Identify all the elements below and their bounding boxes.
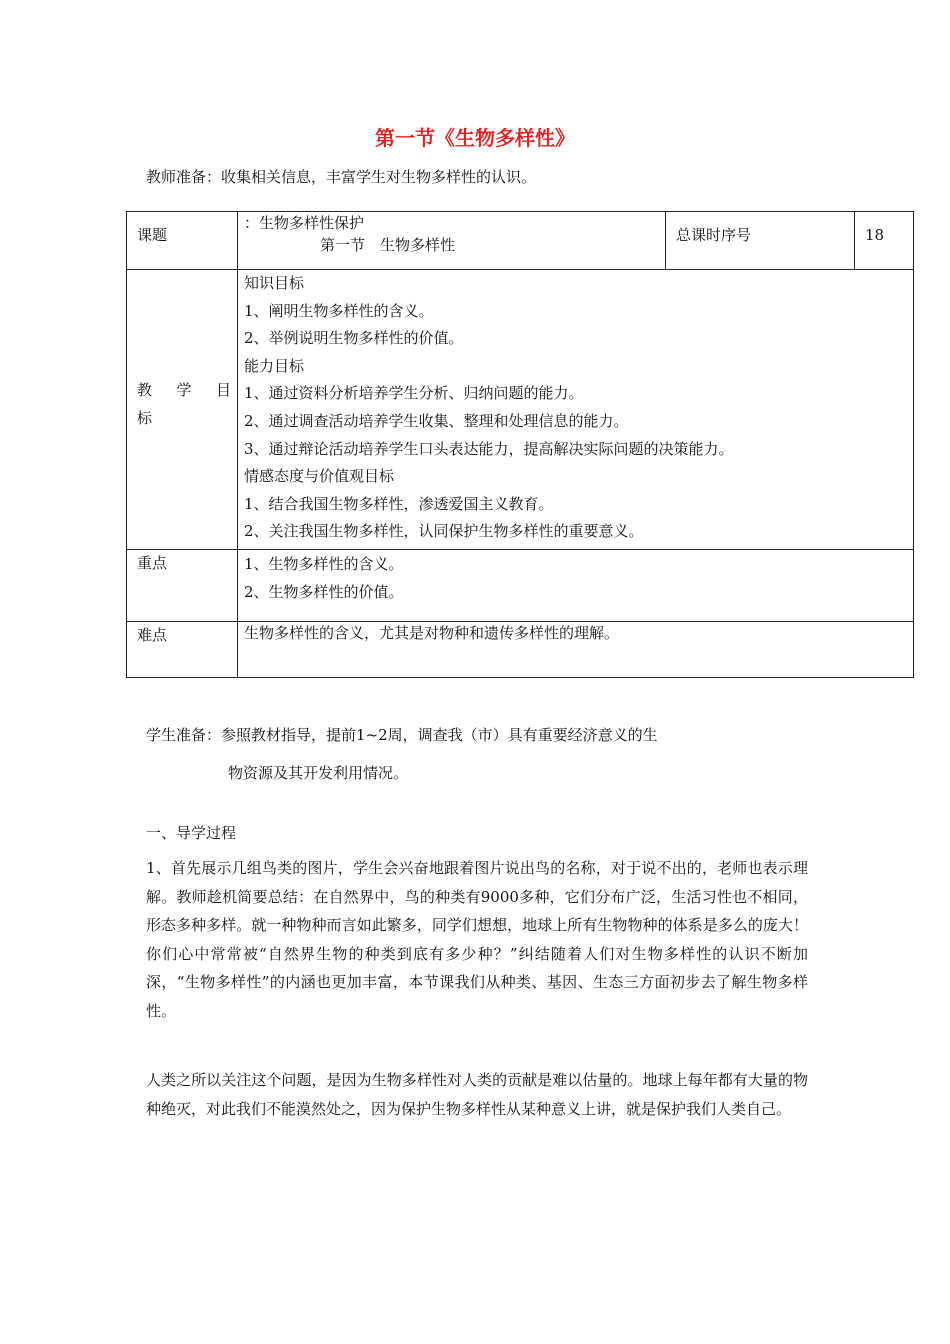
goal-line: 1、阐明生物多样性的含义。 <box>244 301 434 320</box>
goal-line: 1、结合我国生物多样性，渗透爱国主义教育。 <box>244 494 554 513</box>
key-point: 2、生物多样性的价值。 <box>244 583 404 601</box>
key-points-cell <box>238 550 914 622</box>
teacher-preparation: 教师准备：收集相关信息，丰富学生对生物多样性的认识。 <box>146 168 537 186</box>
lesson-plan-table <box>126 211 914 678</box>
goals-label-char: 目 <box>215 381 231 399</box>
goal-line: 情感态度与价值观目标 <box>244 467 395 486</box>
goals-label <box>127 270 238 550</box>
goals-label-line <box>137 376 231 404</box>
lesson-sequence-label: 总课时序号 <box>666 212 855 270</box>
goals-label-char: 教 <box>137 381 153 399</box>
goal-line: 2、关注我国生物多样性，认同保护生物多样性的重要意义。 <box>244 522 644 541</box>
table-row <box>127 622 914 678</box>
goal-line: 知识目标 <box>244 274 305 292</box>
goals-cell <box>238 270 914 550</box>
body-paragraph: 1、首先展示几组鸟类的图片，学生会兴奋地跟着图片说出鸟的名称，对于说不出的，老师也表示理解。教师趁机简要总结：在自然界中，鸟的种类有9000多种，它们分布广泛，生活习性也不相同，形态多种多样。就一种物种而言如此繁多，同学们想想，地球上所有生物物种的体系是多么的庞大！你们心中常常被“自然界生物的种类到底有多少种？”纠结随着人们对生物多样性的认识不断加深，“生物多样性”的内涵也更加丰富，本节课我们从种类、基因、生态三方面初步去了解生物多样性。 <box>146 859 808 1020</box>
student-preparation: 学生准备：参照教材指导，提前1~2周，调查我（市）具有重要经济意义的生 <box>146 726 658 744</box>
lesson-sequence-value: 18 <box>855 212 914 270</box>
goal-line: 能力目标 <box>244 356 305 375</box>
section-heading: 一、导学过程 <box>146 824 237 842</box>
page-title: 第一节《生物多样性》 <box>375 126 575 150</box>
goal-line: 3、通过辩论活动培养学生口头表达能力，提高解决实际问题的决策能力。 <box>244 439 734 458</box>
topic-line-2: 第一节 生物多样性 <box>320 236 456 254</box>
table-row <box>127 270 914 550</box>
goals-label-last: 标 <box>137 409 153 427</box>
key-point: 1、生物多样性的含义。 <box>244 555 404 573</box>
table-row <box>127 212 914 270</box>
body-paragraph: 人类之所以关注这个问题，是因为生物多样性对人类的贡献是难以估量的。地球上每年都有大量的物种绝灭，对此我们不能漠然处之，因为保护生物多样性从某种意义上讲，就是保护我们人类自己。 <box>146 1071 808 1118</box>
goal-line: 1、通过资料分析培养学生分析、归纳问题的能力。 <box>244 384 584 403</box>
difficulty-label: 难点 <box>127 622 238 678</box>
goal-line: 2、举例说明生物多样性的价值。 <box>244 329 464 348</box>
difficulty-cell: 生物多样性的含义，尤其是对物种和遗传多样性的理解。 <box>238 622 914 678</box>
key-points-label: 重点 <box>127 550 238 622</box>
goal-line: 2、通过调查活动培养学生收集、整理和处理信息的能力。 <box>244 411 629 430</box>
topic-label: 课题 <box>127 212 238 270</box>
table-row <box>127 550 914 622</box>
topic-cell <box>238 212 666 270</box>
goals-label-char: 学 <box>176 381 192 399</box>
student-preparation-cont: 物资源及其开发利用情况。 <box>228 764 409 782</box>
topic-line-1: ：生物多样性保护 <box>244 214 365 232</box>
